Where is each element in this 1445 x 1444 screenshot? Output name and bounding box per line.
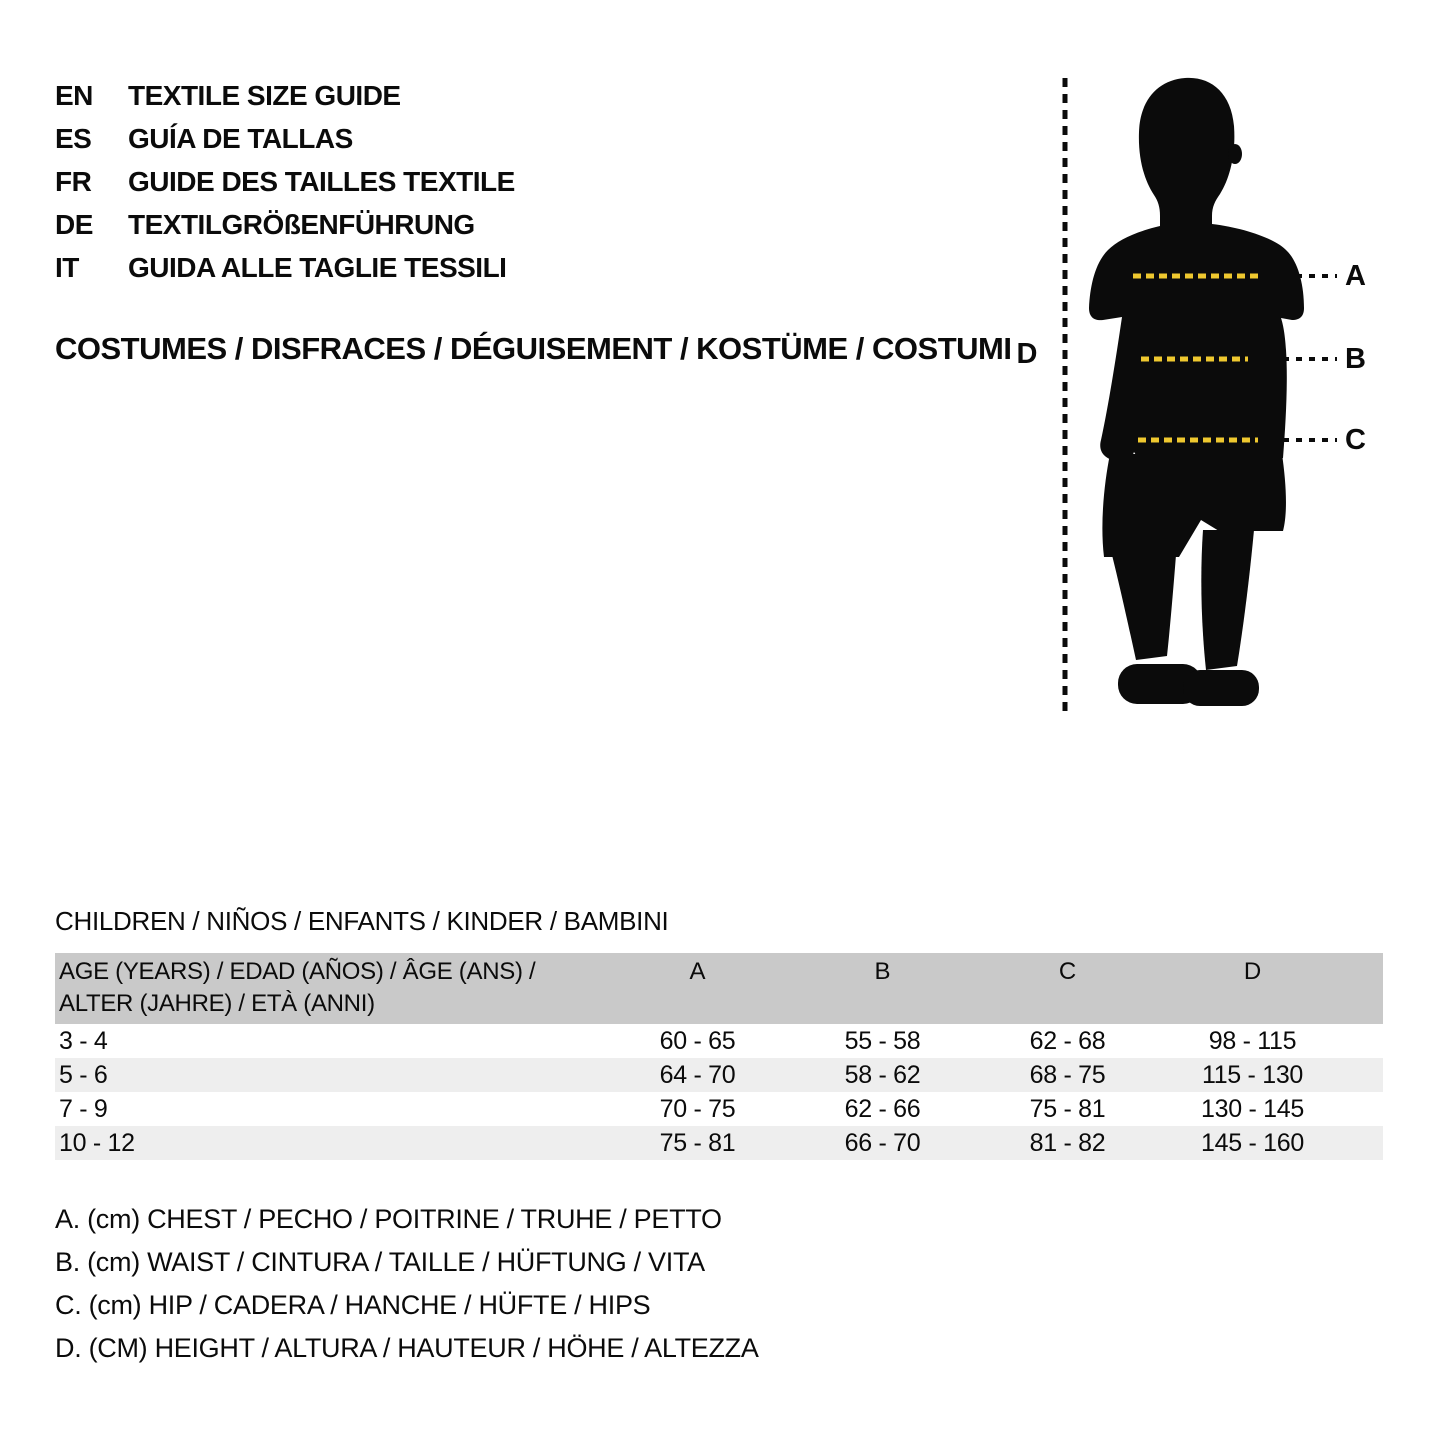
guide-title-en: TEXTILE SIZE GUIDE (128, 79, 401, 111)
language-code: ES (55, 122, 92, 154)
table-row (55, 1058, 1383, 1092)
age-cell: 3 - 4 (59, 1026, 108, 1055)
age-header-line2: ALTER (JAHRE) / ETÀ (ANNI) (59, 990, 375, 1017)
height-label: D (1016, 338, 1038, 370)
silhouette-head-torso (1089, 78, 1304, 461)
silhouette-right-leg (1201, 530, 1254, 670)
age-cell: 5 - 6 (59, 1060, 108, 1089)
column-header-c: C (1058, 958, 1077, 985)
hip-value: 62 - 68 (1029, 1026, 1106, 1055)
language-title-list (55, 74, 515, 289)
language-code: EN (55, 79, 93, 111)
hip-value: 81 - 82 (1029, 1128, 1106, 1157)
guide-title-de: TEXTILGRÖßENFÜHRUNG (128, 208, 475, 240)
waist-value: 58 - 62 (844, 1060, 921, 1089)
language-row-es (55, 117, 515, 160)
table-header-row (55, 953, 1383, 1024)
silhouette-right-shoe (1183, 670, 1259, 706)
guide-title-it: GUIDA ALLE TAGLIE TESSILI (128, 251, 507, 283)
table-row (55, 1092, 1383, 1126)
measurement-legend (55, 1198, 759, 1370)
child-silhouette-diagram (1040, 68, 1340, 718)
silhouette-shorts (1102, 454, 1286, 557)
chest-value: 70 - 75 (659, 1094, 736, 1123)
hip-label: C (1345, 424, 1366, 456)
height-value: 115 - 130 (1201, 1060, 1304, 1089)
legend-height: D. (CM) HEIGHT / ALTURA / HAUTEUR / HÖHE / ALTEZZA (55, 1333, 759, 1363)
chest-value: 75 - 81 (659, 1128, 736, 1157)
height-value: 130 - 145 (1201, 1094, 1304, 1123)
language-code: IT (55, 251, 79, 283)
column-header-d: D (1243, 958, 1262, 985)
height-value: 98 - 115 (1208, 1026, 1297, 1055)
waist-label: B (1345, 343, 1366, 375)
age-cell: 7 - 9 (59, 1094, 108, 1123)
age-column-header (55, 953, 605, 1024)
table-row (55, 1126, 1383, 1160)
guide-title-es: GUÍA DE TALLAS (128, 122, 353, 154)
waist-value: 62 - 66 (844, 1094, 921, 1123)
child-silhouette (1089, 78, 1304, 706)
waist-value: 55 - 58 (844, 1026, 921, 1055)
guide-title-fr: GUIDE DES TAILLES TEXTILE (128, 165, 515, 197)
table-row (55, 1024, 1383, 1058)
category-title: COSTUMES / DISFRACES / DÉGUISEMENT / KOSTÜME / COSTUMI (55, 331, 1012, 366)
chest-value: 60 - 65 (659, 1026, 736, 1055)
language-row-fr (55, 160, 515, 203)
hip-value: 68 - 75 (1029, 1060, 1106, 1089)
language-row-de (55, 203, 515, 246)
hip-value: 75 - 81 (1029, 1094, 1106, 1123)
age-header-line1: AGE (YEARS) / EDAD (AÑOS) / ÂGE (ANS) / (59, 958, 536, 985)
chest-label: A (1345, 260, 1366, 292)
silhouette-ear (1228, 144, 1242, 164)
column-header-b: B (874, 958, 891, 985)
language-row-en (55, 74, 515, 117)
language-row-it (55, 246, 515, 289)
table-section-title: CHILDREN / NIÑOS / ENFANTS / KINDER / BAMBINI (55, 906, 669, 936)
age-cell: 10 - 12 (59, 1128, 135, 1157)
height-value: 145 - 160 (1201, 1128, 1304, 1157)
legend-chest: A. (cm) CHEST / PECHO / POITRINE / TRUHE / PETTO (55, 1204, 722, 1234)
language-code: FR (55, 165, 92, 197)
children-size-table (55, 953, 1383, 1160)
waist-value: 66 - 70 (844, 1128, 921, 1157)
legend-waist: B. (cm) WAIST / CINTURA / TAILLE / HÜFTUNG / VITA (55, 1247, 705, 1277)
column-header-a: A (689, 958, 706, 985)
language-code: DE (55, 208, 93, 240)
legend-hip: C. (cm) HIP / CADERA / HANCHE / HÜFTE / HIPS (55, 1290, 651, 1320)
silhouette-left-leg (1112, 555, 1176, 660)
chest-value: 64 - 70 (659, 1060, 736, 1089)
